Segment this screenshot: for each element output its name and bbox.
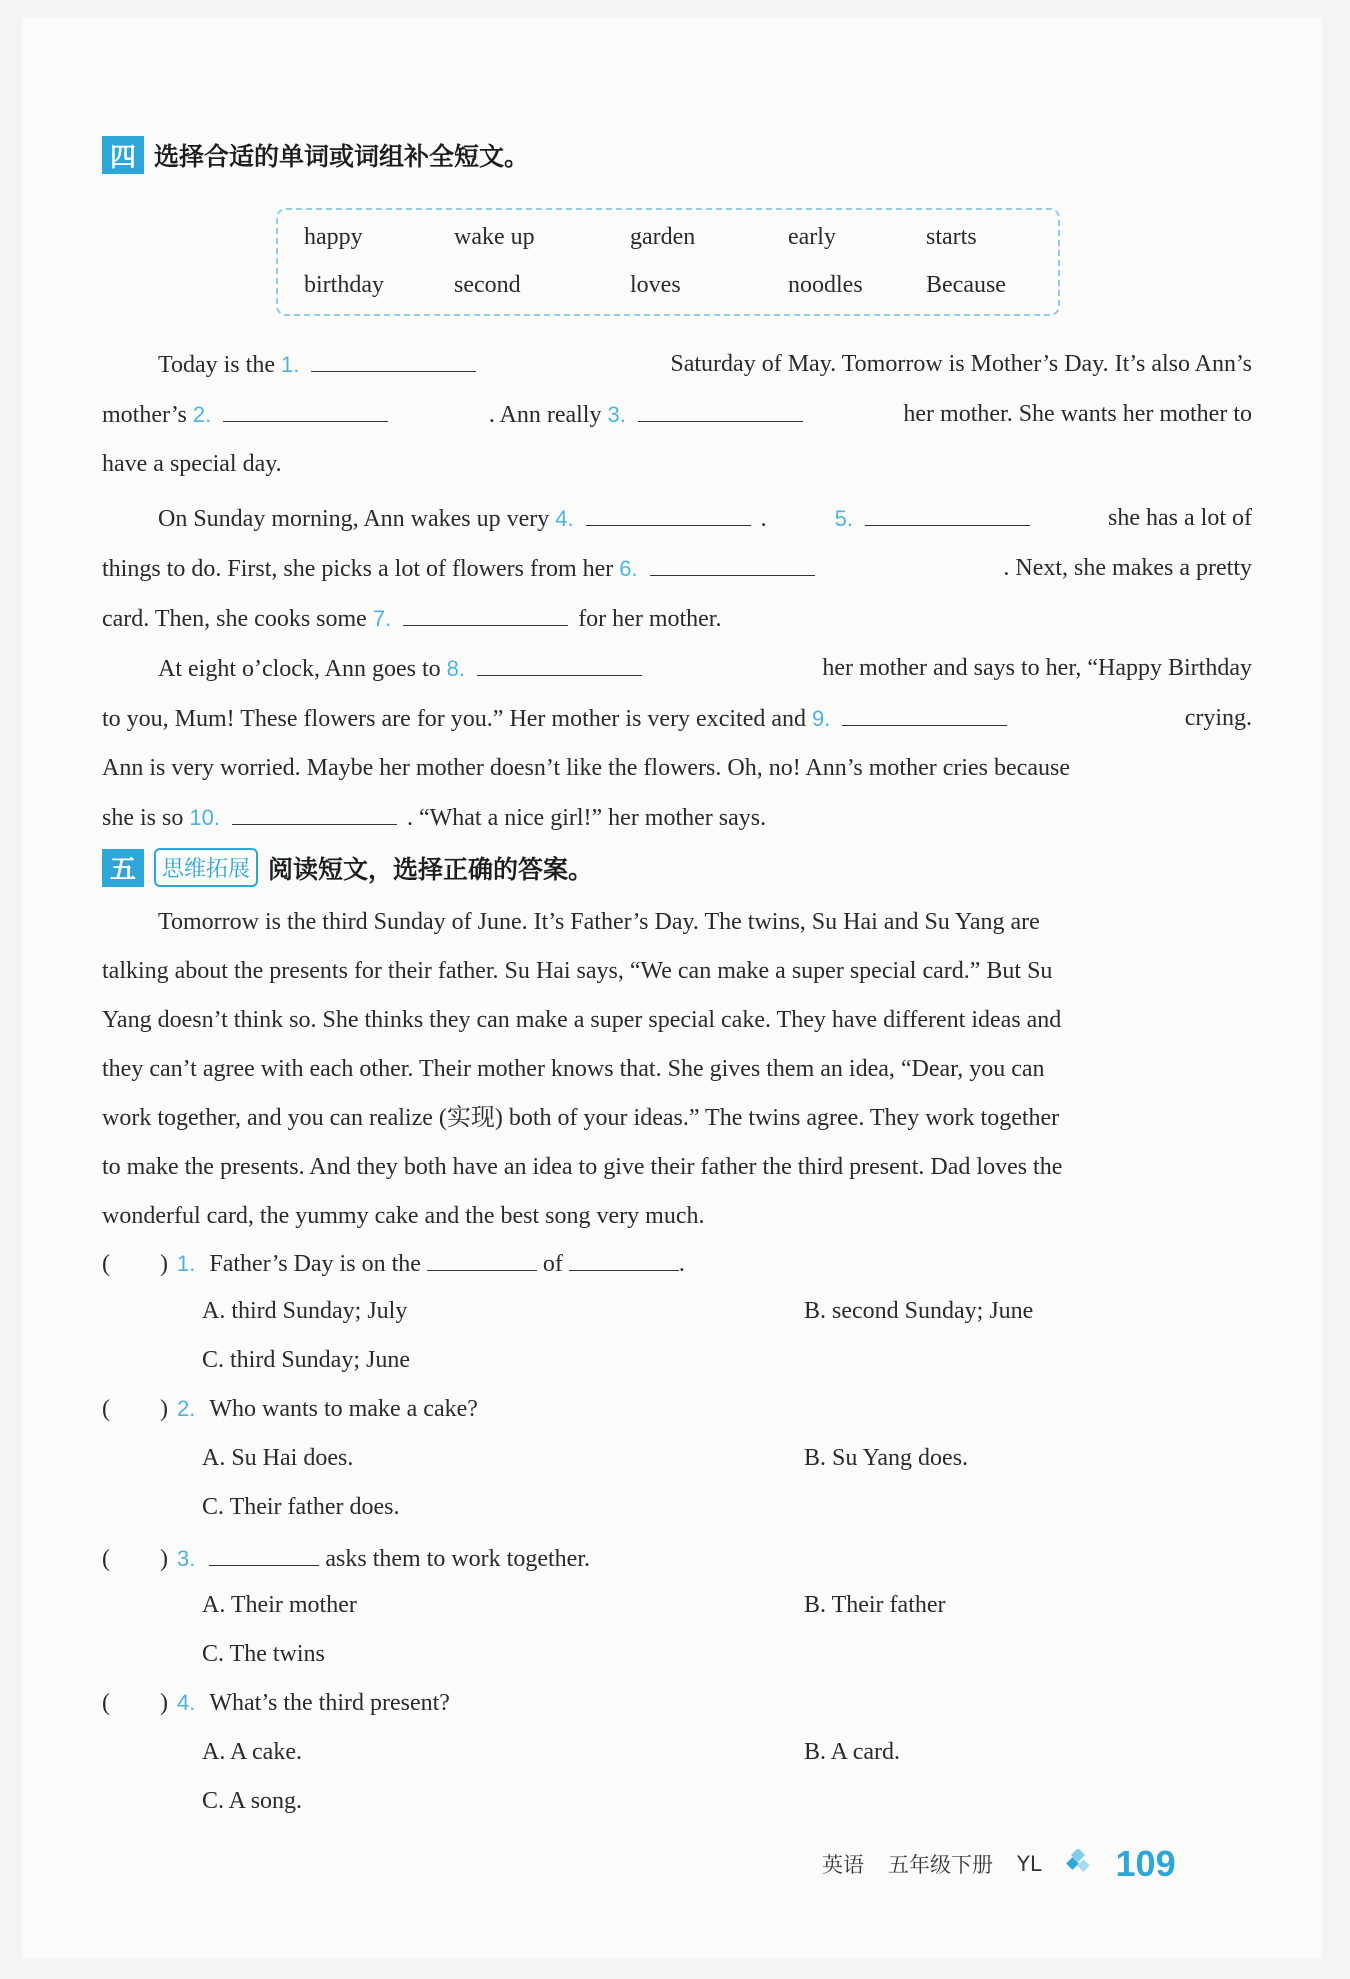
option-a[interactable]: A. Their mother [202, 1592, 357, 1618]
word-bank-item: early [788, 224, 836, 250]
blank-number: 1. [280, 352, 300, 377]
text: . [760, 506, 767, 532]
passage-line: wonderful card, the yummy cake and the best song very much. [102, 1203, 705, 1229]
text: . “What a nice girl!” her mother says. [406, 805, 767, 831]
text: At eight o’clock, Ann goes to [158, 656, 441, 682]
question-number: 3. [177, 1546, 196, 1571]
text: she has a lot of [1108, 505, 1252, 531]
section-5-title: 阅读短文，选择正确的答案。 [268, 854, 594, 884]
blank-number: 5. [834, 506, 854, 531]
passage-line: work together, and you can realize (实现) both of your ideas.” The twins agree. They work together [102, 1105, 1060, 1131]
blank-number: 6. [619, 556, 638, 581]
text: Ann is very worried. Maybe her mother doesn’t like the flowers. Oh, no! Ann’s mother cries because [102, 755, 1070, 781]
answer-blank[interactable] [311, 347, 476, 372]
passage-line: Tomorrow is the third Sunday of June. It’s Father’s Day. The twins, Su Hai and Su Yang are [158, 909, 1040, 935]
blank-number: 7. [372, 606, 392, 631]
option-b[interactable]: B. Su Yang does. [804, 1445, 969, 1471]
text: her mother. She wants her mother to [903, 401, 1252, 427]
text: to you, Mum! These flowers are for you.” Her mother is very excited and [102, 706, 807, 732]
question-text: of [542, 1251, 563, 1277]
reading-passage [102, 898, 1252, 1241]
answer-blank[interactable] [650, 551, 815, 576]
word-bank-item: noodles [788, 272, 863, 298]
text: Today is the [158, 352, 275, 378]
option-a[interactable]: A. A cake. [202, 1739, 302, 1765]
passage-line: to make the presents. And they both have an idea to give their father the third present. Dad loves the [102, 1154, 1063, 1180]
answer-parentheses[interactable]: ( ) [102, 1690, 168, 1716]
blank-number: 10. [189, 805, 220, 830]
subject-label: 英语 [822, 1853, 864, 1877]
section-4-header [102, 136, 529, 174]
word-bank-item: loves [630, 272, 681, 298]
text: On Sunday morning, Ann wakes up very [158, 506, 550, 532]
answer-blank[interactable] [223, 397, 388, 422]
answer-blank[interactable] [842, 701, 1007, 726]
passage-line: Yang doesn’t think so. She thinks they can make a super special cake. They have different ideas and [102, 1007, 1062, 1033]
text: for her mother. [578, 606, 722, 632]
option-c[interactable]: C. The twins [202, 1641, 325, 1667]
blank-number: 4. [555, 506, 574, 531]
blank-number: 2. [192, 402, 212, 427]
answer-parentheses[interactable]: ( ) [102, 1546, 168, 1572]
question-text: What’s the third present? [209, 1690, 450, 1716]
word-bank-item: Because [926, 272, 1006, 298]
word-bank-item: happy [304, 224, 363, 250]
option-a[interactable]: A. Su Hai does. [202, 1445, 354, 1471]
question-number: 1. [177, 1251, 196, 1276]
text: . Next, she makes a pretty [1003, 555, 1252, 581]
question-2 [102, 1396, 478, 1423]
text: have a special day. [102, 451, 282, 477]
section-4-badge: 四 [102, 136, 144, 174]
answer-blank[interactable] [865, 501, 1030, 526]
blank-number: 8. [446, 656, 465, 681]
answer-blank[interactable] [232, 800, 397, 825]
text: her mother and says to her, “Happy Birthday [822, 655, 1252, 681]
passage-line: talking about the presents for their father. Su Hai says, “We can make a super special card.” But Su [102, 958, 1053, 984]
diamond-icon [1066, 1849, 1092, 1880]
grade-label: 五年级下册 [888, 1853, 993, 1877]
question-number: 2. [177, 1396, 196, 1421]
text: . Ann really [488, 402, 602, 428]
passage-line: they can’t agree with each other. Their mother knows that. She gives them an idea, “Dear, you can [102, 1056, 1045, 1082]
answer-blank[interactable] [209, 1543, 319, 1566]
text: Saturday of May. Tomorrow is Mother’s Day. It’s also Ann’s [670, 351, 1252, 377]
word-bank-item: second [454, 272, 521, 298]
option-b[interactable]: B. second Sunday; June [804, 1298, 1034, 1324]
section-4-title: 选择合适的单词或词组补全短文。 [154, 142, 530, 171]
answer-blank[interactable] [638, 397, 803, 422]
blank-number: 9. [812, 706, 831, 731]
answer-blank[interactable] [569, 1248, 679, 1271]
option-a[interactable]: A. third Sunday; July [202, 1298, 408, 1324]
answer-blank[interactable] [403, 601, 568, 626]
page-footer [822, 1843, 1176, 1885]
edition-label: YL [1017, 1852, 1042, 1876]
section-5-header [102, 848, 593, 887]
word-bank-item: birthday [304, 272, 384, 298]
option-b[interactable]: B. A card. [804, 1739, 900, 1765]
blank-number: 3. [607, 402, 626, 427]
question-text: Father’s Day is on the [209, 1251, 421, 1277]
answer-parentheses[interactable]: ( ) [102, 1251, 168, 1277]
text: card. Then, she cooks some [102, 606, 367, 632]
question-1 [102, 1248, 685, 1278]
text: things to do. First, she picks a lot of flowers from her [102, 556, 614, 582]
word-bank [276, 208, 1060, 316]
option-b[interactable]: B. Their father [804, 1592, 946, 1618]
word-bank-item: wake up [454, 224, 535, 250]
answer-blank[interactable] [586, 501, 751, 526]
text: mother’s [102, 402, 187, 428]
question-4 [102, 1690, 450, 1717]
section-5-badge: 五 [102, 849, 144, 887]
question-text: . [678, 1251, 685, 1277]
text: crying. [1184, 705, 1252, 731]
page-number: 109 [1115, 1843, 1176, 1884]
cloze-paragraph-2 [102, 494, 1252, 644]
word-bank-item: starts [926, 224, 977, 250]
cloze-paragraph-1 [102, 340, 1252, 489]
text: she is so [102, 805, 184, 831]
cloze-paragraph-3 [102, 644, 1252, 843]
question-text: asks them to work together. [325, 1546, 590, 1572]
question-number: 4. [177, 1690, 196, 1715]
question-3 [102, 1543, 590, 1573]
answer-blank[interactable] [477, 651, 642, 676]
answer-parentheses[interactable]: ( ) [102, 1396, 168, 1422]
question-text: Who wants to make a cake? [209, 1396, 478, 1422]
option-c[interactable]: C. A song. [202, 1788, 303, 1814]
option-c[interactable]: C. third Sunday; June [202, 1347, 410, 1373]
option-c[interactable]: C. Their father does. [202, 1494, 400, 1520]
answer-blank[interactable] [427, 1248, 537, 1271]
word-bank-item: garden [630, 224, 696, 250]
workbook-page [22, 18, 1322, 1958]
section-5-tag: 思维拓展 [154, 848, 258, 887]
